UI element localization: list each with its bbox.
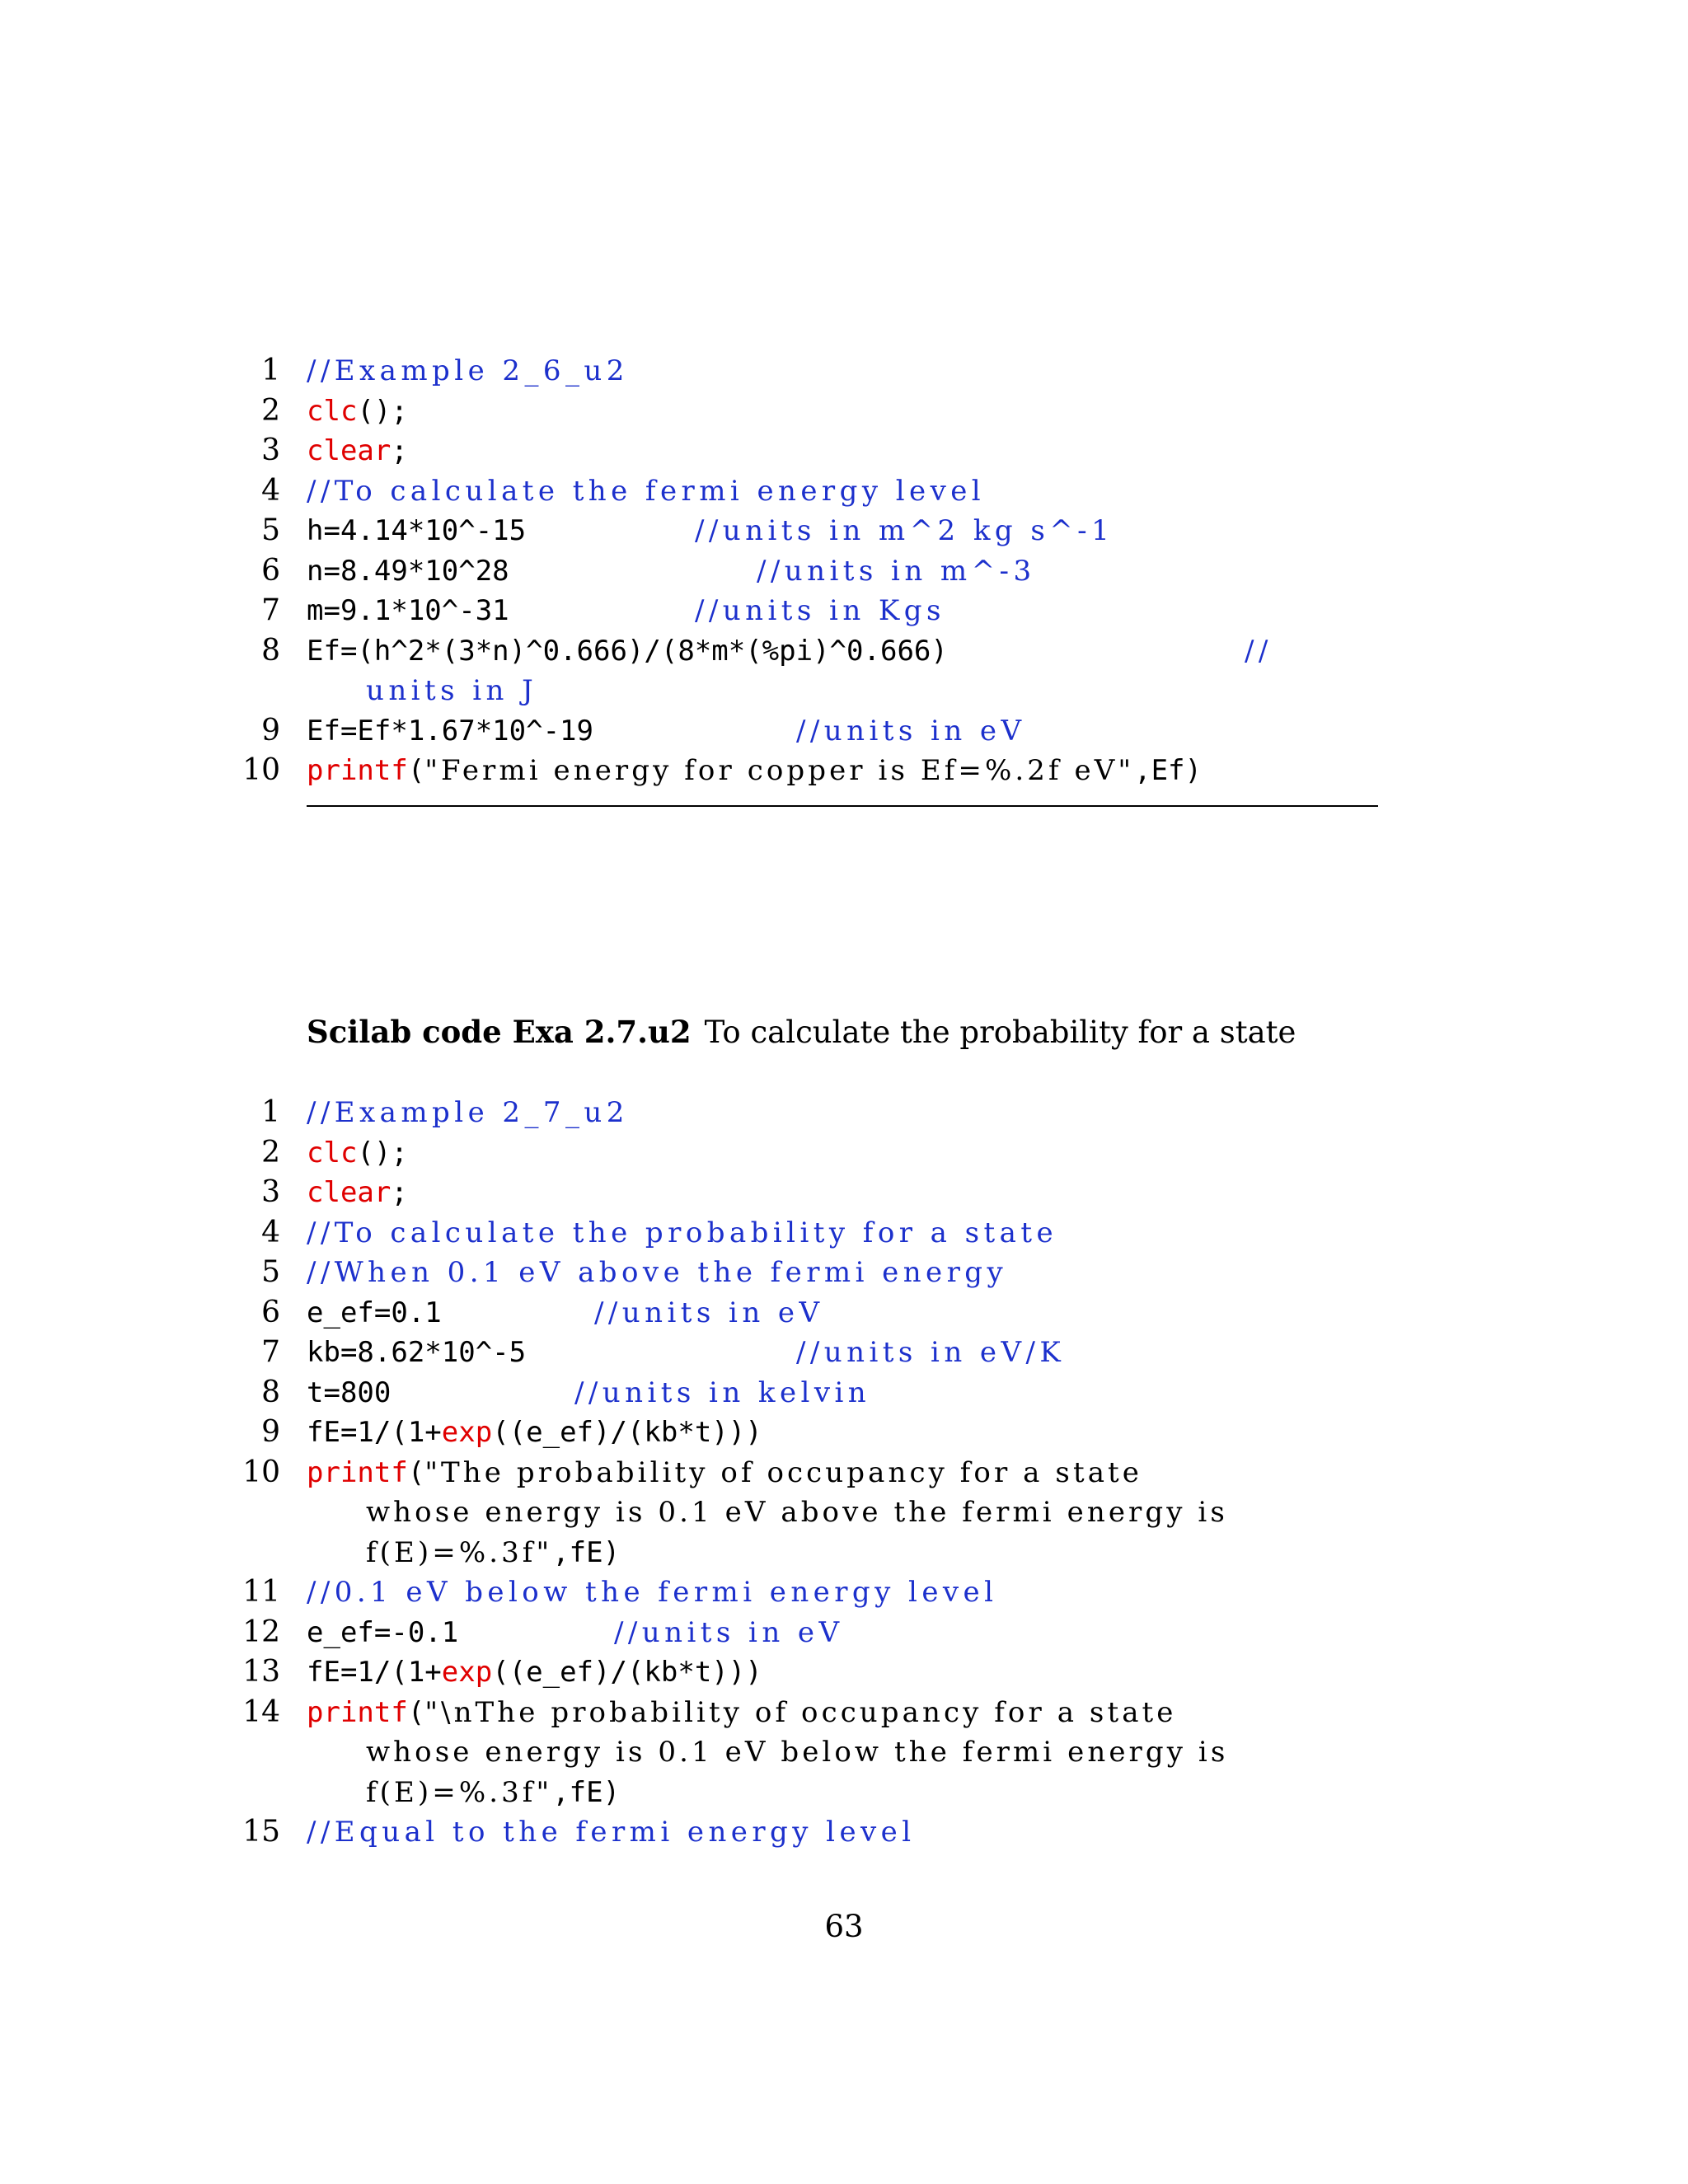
code-text: fE=1/(1+ [307,1656,442,1689]
code-line [0,1613,1688,1653]
code-line [0,1253,1688,1293]
code-text: t=800 [307,1376,392,1409]
line-number: 6 [261,1295,280,1329]
code-line [0,591,1688,631]
line-number: 5 [261,1255,280,1289]
line-number: 1 [261,354,280,387]
code-string: f(E)=%.3f" [366,1535,553,1569]
code-text: e_ef=-0.1 [307,1615,459,1649]
line-number: 2 [261,1135,280,1169]
code-text: ((e_ef)/(kb*t))) [492,1656,762,1689]
code-comment: // [1245,634,1273,668]
code-comment: //units in eV/K [796,1336,1066,1369]
code-keyword: clc [307,394,358,428]
line-number: 14 [242,1694,280,1729]
code-line [0,471,1688,512]
code-comment: //Example 2_7_u2 [307,1096,629,1129]
code-string: "\nThe probability of occupancy for a state [424,1695,1177,1729]
line-number: 10 [242,753,280,787]
code-keyword: printf [307,754,408,787]
caption-title: Scilab code Exa 2.7.u2 [307,1014,692,1050]
code-line [0,1413,1688,1453]
code-text: e_ef=0.1 [307,1296,442,1329]
line-number: 11 [242,1575,280,1609]
code-line: 14 printf("\nThe probability of occupancy for a state [0,1693,1688,1733]
code-comment: //units in eV [614,1615,844,1649]
code-keyword: printf [307,1695,408,1729]
line-number: 3 [261,1175,280,1209]
line-number: 13 [242,1655,280,1689]
code-text: n=8.49*10^28 [307,554,509,588]
code-line [0,1213,1688,1254]
code-comment: //To calculate the probability for a state [307,1216,1058,1249]
line-number: 15 [242,1815,280,1849]
code-text: Ef=(h^2*(3*n)^0.666)/(8*m*(%pi)^0.666) [307,634,948,668]
code-comment: //units in eV [594,1296,824,1329]
line-number: 12 [242,1615,280,1649]
code-line [0,511,1688,551]
code-text: fE=1/(1+ [307,1416,442,1449]
code-line [0,551,1688,592]
page-number: 63 [824,1909,864,1944]
code-listing-example-2-6-u2 [0,351,1688,791]
code-line-continuation [0,1732,1688,1773]
line-number: 10 [242,1455,280,1489]
code-text: ,fE) [552,1775,621,1809]
code-line [0,1373,1688,1413]
code-text: ,Ef) [1134,754,1202,787]
code-line [0,1333,1688,1373]
code-line: 2 clc(); [0,1133,1688,1174]
code-line [0,1293,1688,1333]
code-text: kb=8.62*10^-5 [307,1336,527,1369]
code-comment: //0.1 eV below the fermi energy level [307,1576,998,1609]
code-keyword: clc [307,1136,358,1169]
code-comment: //To calculate the fermi energy level [307,474,986,508]
line-number: 2 [261,393,280,428]
code-line: 10 printf("Fermi energy for copper is Ef=%.2f eV",Ef) [0,751,1688,791]
code-line [0,631,1688,672]
code-comment: //Equal to the fermi energy level [307,1816,916,1849]
code-comment: //units in m^-3 [757,554,1036,588]
code-line [0,1093,1688,1133]
code-keyword: exp [441,1656,493,1689]
line-number: 3 [261,434,280,467]
line-number: 9 [261,713,280,748]
code-line: 2 clc(); [0,391,1688,432]
code-keyword: printf [307,1455,408,1489]
code-comment: //When 0.1 eV above the fermi energy [307,1256,1008,1289]
code-text: ((e_ef)/(kb*t))) [492,1416,762,1449]
line-number: 7 [261,1335,280,1369]
code-keyword: clear [307,434,392,467]
code-line [0,1652,1688,1693]
code-string: whose energy is 0.1 eV above the fermi energy is [366,1496,1228,1529]
code-string: "The probability of occupancy for a state [424,1455,1142,1489]
code-string: whose energy is 0.1 eV below the fermi energy is [366,1736,1229,1769]
code-keyword: exp [441,1416,493,1449]
code-comment: //Example 2_6_u2 [307,354,629,387]
code-comment: //units in eV [796,714,1026,748]
code-string: "Fermi energy for copper is Ef=%.2f eV" [424,754,1135,787]
line-number: 8 [261,1375,280,1409]
code-string: f(E)=%.3f" [366,1775,553,1809]
code-text: h=4.14*10^-15 [307,514,527,547]
listing-divider [307,805,1378,807]
code-line-continuation [0,671,1688,711]
code-line-continuation [0,1533,1688,1573]
code-line-continuation [0,1773,1688,1813]
code-comment: //units in kelvin [574,1376,871,1409]
line-number: 1 [261,1095,280,1129]
line-number: 8 [261,633,280,668]
line-number: 5 [261,513,280,547]
code-line: 3 clear; [0,1173,1688,1213]
code-line [0,711,1688,752]
code-comment: //units in Kgs [695,594,945,627]
caption-text: To calculate the probability for a state [704,1015,1296,1050]
code-text: Ef=Ef*1.67*10^-19 [307,714,593,748]
code-keyword: clear [307,1176,392,1209]
code-caption [307,1010,1296,1054]
line-number: 7 [261,593,280,627]
line-number: 4 [261,473,280,508]
code-line: 10 printf("The probability of occupancy for a state [0,1453,1688,1493]
code-line [0,1572,1688,1613]
code-comment: //units in m^2 kg s^-1 [695,514,1114,547]
code-text: ,fE) [552,1535,621,1569]
code-line: 3 clear; [0,431,1688,471]
code-listing-example-2-7-u2 [0,1093,1688,1853]
code-text: m=9.1*10^-31 [307,594,509,627]
code-line-continuation [0,1493,1688,1533]
line-number: 4 [261,1215,280,1249]
code-comment: units in J [366,674,538,707]
line-number: 6 [261,553,280,588]
code-line [0,351,1688,391]
code-line [0,1812,1688,1853]
line-number: 9 [261,1415,280,1449]
